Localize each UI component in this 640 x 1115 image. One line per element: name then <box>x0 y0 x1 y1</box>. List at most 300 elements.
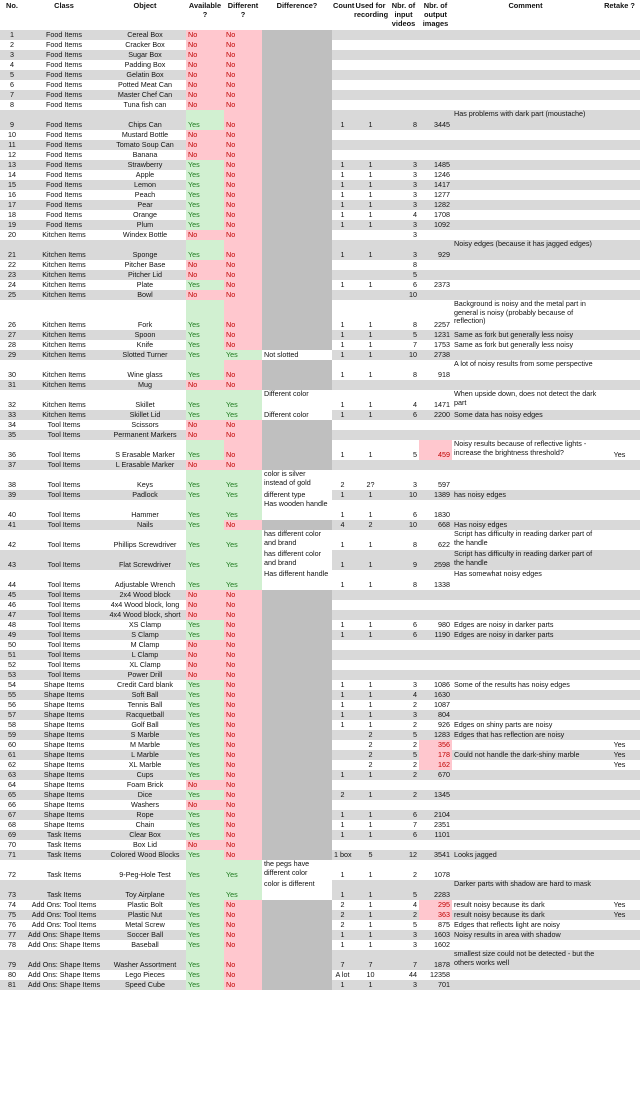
used-for-recording-cell <box>353 90 388 100</box>
comment-cell <box>452 800 599 810</box>
object-cell: Mustard Bottle <box>121 130 169 140</box>
input-videos-cell: 3 <box>413 230 417 240</box>
class-cell: Shape Items <box>43 820 85 830</box>
object-cell: S Erasable Marker <box>115 450 175 460</box>
table-row <box>0 300 640 330</box>
output-images-cell: 1246 <box>434 170 450 180</box>
available-cell: No <box>186 140 224 150</box>
comment-cell <box>452 430 599 440</box>
retake-cell <box>599 500 640 520</box>
available-cell: Yes <box>186 630 224 640</box>
retake-cell <box>599 980 640 990</box>
object-cell: Washer Assortment <box>104 950 186 970</box>
different-cell: No <box>224 80 262 90</box>
comment-cell: smallest size could not be detected - but the others works well <box>452 950 599 970</box>
object-cell: Tennis Ball <box>127 700 163 710</box>
retake-cell <box>599 820 640 830</box>
table-row <box>0 820 640 830</box>
difference-cell <box>262 290 332 300</box>
row-number: 15 <box>0 180 24 190</box>
table-row <box>0 840 640 850</box>
table-row <box>0 670 640 680</box>
row-number: 43 <box>0 550 24 570</box>
output-images-cell: 3541 <box>419 850 452 860</box>
class-cell: Shape Items <box>24 810 104 820</box>
available-cell: Yes <box>186 900 224 910</box>
input-videos-cell: 6 <box>388 810 419 820</box>
table-row <box>0 60 640 70</box>
class-cell: Tool Items <box>24 460 104 470</box>
row-number: 27 <box>0 330 24 340</box>
difference-cell <box>262 80 332 90</box>
available-cell: Yes <box>186 760 224 770</box>
object-cell: Sugar Box <box>104 50 186 60</box>
object-cell: M Clamp <box>130 640 160 650</box>
table-row <box>0 180 640 190</box>
row-number: 38 <box>8 480 16 490</box>
input-videos-cell: 2 <box>388 790 419 800</box>
difference-cell <box>262 230 332 240</box>
comment-cell <box>452 60 599 70</box>
difference-cell <box>262 660 332 670</box>
retake-cell <box>599 680 640 690</box>
count-cell <box>332 650 353 660</box>
row-number: 25 <box>0 290 24 300</box>
input-videos-cell: 3 <box>413 170 417 180</box>
input-videos-cell: 2 <box>413 700 417 710</box>
used-for-recording-cell <box>353 600 388 610</box>
available-cell: Yes <box>186 110 224 130</box>
different-cell: No <box>224 970 262 980</box>
difference-cell <box>262 730 332 740</box>
different-cell: No <box>224 190 262 200</box>
different-cell: No <box>224 710 262 720</box>
used-for-recording-cell: 1 <box>368 620 373 630</box>
count-cell <box>332 150 353 160</box>
output-images-cell <box>419 660 452 670</box>
row-number: 42 <box>8 540 16 550</box>
table-row <box>0 50 640 60</box>
available-cell: No <box>186 50 224 60</box>
output-images-cell <box>419 30 452 40</box>
difference-cell <box>262 300 332 330</box>
count-cell: 1 <box>332 110 353 130</box>
count-cell <box>332 420 353 430</box>
available-cell: Yes <box>186 220 224 230</box>
input-videos-cell: 6 <box>413 510 417 520</box>
class-cell: Food Items <box>24 30 104 40</box>
count-cell <box>332 610 353 620</box>
output-images-cell: 1092 <box>419 220 452 230</box>
retake-cell <box>599 190 640 200</box>
table-row <box>0 780 640 790</box>
table-row <box>0 110 640 130</box>
object-cell: Spoon <box>104 330 186 340</box>
table-row <box>0 770 640 780</box>
comment-cell: Edges are noisy in darker parts <box>454 620 554 630</box>
output-images-cell: 1708 <box>434 210 450 220</box>
output-images-cell: 1087 <box>434 700 450 710</box>
comment-cell: Same as fork but generally less noisy <box>454 340 574 350</box>
count-cell: 1 <box>340 580 345 590</box>
comment-cell: When upside down, does not detect the dark part <box>454 390 597 407</box>
different-cell: Yes <box>224 550 262 570</box>
difference-cell <box>262 380 332 390</box>
comment-cell <box>452 690 599 700</box>
available-cell: Yes <box>186 720 224 730</box>
count-cell <box>332 230 353 240</box>
comment-cell <box>452 470 599 490</box>
available-cell: Yes <box>186 300 224 330</box>
table-row <box>0 470 640 490</box>
available-cell: No <box>186 60 224 70</box>
class-cell: Task Items <box>24 880 104 900</box>
class-cell: Food Items <box>24 220 104 230</box>
difference-cell <box>262 440 332 460</box>
retake-cell <box>599 780 640 790</box>
object-cell: Sponge <box>104 240 186 260</box>
retake-cell <box>599 220 640 230</box>
object-cell: Scissors <box>131 420 159 430</box>
available-cell: No <box>186 420 224 430</box>
object-cell: Tuna fish can <box>123 100 167 110</box>
comment-cell: Darker parts with shadow are hard to mask <box>452 880 599 900</box>
available-cell: No <box>186 100 224 110</box>
difference-cell <box>262 100 332 110</box>
available-cell: Yes <box>186 690 224 700</box>
count-cell: 1 <box>332 410 353 420</box>
available-cell: No <box>186 90 224 100</box>
object-cell: Lego Pieces <box>125 970 165 980</box>
class-cell: Food Items <box>24 180 104 190</box>
output-images-cell: 1277 <box>434 190 450 200</box>
retake-cell <box>599 830 640 840</box>
difference-cell: Different color <box>262 410 332 420</box>
object-cell: Rope <box>104 810 186 820</box>
difference-cell <box>262 800 332 810</box>
row-number: 17 <box>0 200 24 210</box>
used-for-recording-cell: 1 <box>353 880 388 900</box>
used-for-recording-cell <box>353 670 388 680</box>
input-videos-cell: 8 <box>388 110 419 130</box>
object-cell: Plum <box>104 220 186 230</box>
available-cell: No <box>186 70 224 80</box>
available-cell: No <box>186 840 224 850</box>
input-videos-cell <box>388 600 419 610</box>
difference-cell <box>262 190 332 200</box>
comment-cell: Script has difficulty in reading darker part of the handle <box>452 550 599 570</box>
difference-cell <box>262 700 332 710</box>
retake-cell <box>599 840 640 850</box>
count-cell: 1 <box>332 690 353 700</box>
table-row <box>0 40 640 50</box>
output-images-cell <box>419 290 452 300</box>
comment-cell: Has problems with dark part (moustache) <box>452 110 599 130</box>
count-cell <box>332 260 353 270</box>
available-cell: Yes <box>186 330 224 340</box>
input-videos-cell: 2 <box>413 870 417 880</box>
used-for-recording-cell: 1 <box>353 160 388 170</box>
used-for-recording-cell: 1 <box>353 410 388 420</box>
object-cell: Plate <box>136 280 154 290</box>
comment-cell <box>452 740 599 750</box>
difference-cell <box>262 950 332 970</box>
table-row <box>0 920 640 930</box>
used-for-recording-cell <box>353 130 388 140</box>
row-number: 4 <box>10 60 14 70</box>
count-cell <box>332 270 353 280</box>
class-cell: Task Items <box>24 830 104 840</box>
count-cell: 1 <box>340 450 345 460</box>
table-row <box>0 690 640 700</box>
count-cell <box>332 60 353 70</box>
count-cell <box>332 380 353 390</box>
input-videos-cell <box>388 100 419 110</box>
object-cell: 2x4 Wood block <box>104 590 186 600</box>
difference-cell <box>262 900 332 910</box>
used-for-recording-cell: 1 <box>368 720 373 730</box>
count-cell <box>332 90 353 100</box>
retake-cell <box>599 790 640 800</box>
available-cell: Yes <box>186 620 224 630</box>
used-for-recording-cell <box>353 610 388 620</box>
different-cell: No <box>224 430 262 440</box>
output-images-cell: 459 <box>419 440 452 460</box>
count-cell: 2 <box>340 920 345 930</box>
used-for-recording-cell: 1 <box>368 680 373 690</box>
available-cell: Yes <box>186 530 224 550</box>
used-for-recording-cell <box>353 420 388 430</box>
row-number: 70 <box>8 840 16 850</box>
table-row <box>0 380 640 390</box>
used-for-recording-cell <box>353 380 388 390</box>
table-row <box>0 260 640 270</box>
input-videos-cell: 10 <box>388 290 419 300</box>
class-cell: Food Items <box>46 170 82 180</box>
class-cell: Tool Items <box>47 420 81 430</box>
different-cell: No <box>224 50 262 60</box>
retake-cell <box>599 940 640 950</box>
input-videos-cell: 2 <box>413 720 417 730</box>
class-cell: Tool Items <box>47 600 81 610</box>
different-cell: No <box>224 930 262 940</box>
retake-cell <box>599 640 640 650</box>
different-cell: No <box>224 740 262 750</box>
class-cell: Kitchen Items <box>24 240 104 260</box>
different-cell: No <box>224 130 262 140</box>
count-cell: 1 <box>332 160 353 170</box>
available-cell: No <box>186 590 224 600</box>
used-for-recording-cell: 1 <box>353 980 388 990</box>
input-videos-cell <box>388 30 419 40</box>
output-images-cell: 363 <box>419 910 452 920</box>
output-images-cell <box>419 60 452 70</box>
different-cell: No <box>224 380 262 390</box>
count-cell: 1 <box>340 340 345 350</box>
comment-cell <box>452 790 599 800</box>
row-number: 28 <box>8 340 16 350</box>
available-cell: Yes <box>186 880 224 900</box>
table-row <box>0 680 640 690</box>
retake-cell <box>599 810 640 820</box>
object-cell: Box Lid <box>133 840 157 850</box>
difference-cell <box>262 70 332 80</box>
class-cell: Food Items <box>24 200 104 210</box>
difference-cell <box>262 720 332 730</box>
used-for-recording-cell <box>353 30 388 40</box>
available-cell: Yes <box>186 200 224 210</box>
different-cell: No <box>224 950 262 970</box>
object-cell: 9-Peg-Hole Test <box>119 870 171 880</box>
retake-cell <box>599 490 640 500</box>
table-row <box>0 30 640 40</box>
retake-cell <box>599 460 640 470</box>
row-number: 53 <box>0 670 24 680</box>
different-cell: No <box>224 910 262 920</box>
comment-cell <box>452 780 599 790</box>
object-cell: Permanent Markers <box>104 430 186 440</box>
class-cell: Add Ons: Shape Items <box>24 930 104 940</box>
class-cell: Food Items <box>46 40 82 50</box>
available-cell: No <box>186 430 224 440</box>
retake-cell <box>599 420 640 430</box>
comment-cell <box>452 830 599 840</box>
table-row <box>0 500 640 520</box>
retake-cell <box>599 710 640 720</box>
difference-cell <box>262 740 332 750</box>
object-cell: Banana <box>132 150 158 160</box>
count-cell <box>332 600 353 610</box>
available-cell: Yes <box>186 500 224 520</box>
input-videos-cell: 5 <box>388 330 419 340</box>
header-no: No. <box>6 1 18 10</box>
input-videos-cell: 2 <box>388 770 419 780</box>
row-number: 50 <box>8 640 16 650</box>
input-videos-cell <box>388 40 419 50</box>
row-number: 23 <box>0 270 24 280</box>
table-row <box>0 850 640 860</box>
used-for-recording-cell <box>353 230 388 240</box>
row-number: 1 <box>0 30 24 40</box>
row-number: 62 <box>8 760 16 770</box>
used-for-recording-cell <box>353 800 388 810</box>
count-cell: 1 <box>332 630 353 640</box>
available-cell: Yes <box>186 770 224 780</box>
object-cell: Toy Airplane <box>104 880 186 900</box>
input-videos-cell: 3 <box>388 160 419 170</box>
output-images-cell: 1086 <box>434 680 450 690</box>
object-cell: Chips Can <box>104 110 186 130</box>
retake-cell <box>599 170 640 180</box>
table-row <box>0 350 640 360</box>
row-number: 80 <box>8 970 16 980</box>
table-row <box>0 790 640 800</box>
different-cell: Yes <box>224 500 262 520</box>
retake-cell <box>599 930 640 940</box>
row-number: 66 <box>8 800 16 810</box>
different-cell: No <box>224 240 262 260</box>
retake-cell <box>599 240 640 260</box>
table-row <box>0 930 640 940</box>
used-for-recording-cell <box>353 40 388 50</box>
retake-cell <box>599 210 640 220</box>
different-cell: No <box>224 750 262 760</box>
different-cell: Yes <box>224 410 262 420</box>
comment-cell: Background is noisy and the metal part in general is noisy (probably because of reflection) <box>454 300 586 326</box>
retake-cell <box>599 530 640 550</box>
input-videos-cell <box>388 50 419 60</box>
difference-cell <box>262 260 332 270</box>
different-cell: No <box>224 720 262 730</box>
comment-cell: Some of the results has noisy edges <box>454 680 570 690</box>
object-cell: L Clamp <box>104 650 186 660</box>
object-cell: Mug <box>104 380 186 390</box>
row-number: 40 <box>8 510 16 520</box>
different-cell: No <box>224 290 262 300</box>
table-row <box>0 340 640 350</box>
row-number: 54 <box>8 680 16 690</box>
count-cell: 7 <box>332 950 353 970</box>
input-videos-cell: 6 <box>388 830 419 840</box>
output-images-cell <box>419 270 452 280</box>
count-cell: 1 <box>340 280 345 290</box>
row-number: 21 <box>0 240 24 260</box>
available-cell: Yes <box>186 910 224 920</box>
class-cell: Task Items <box>46 870 82 880</box>
output-images-cell: 2351 <box>434 820 450 830</box>
used-for-recording-cell: 2 <box>353 520 388 530</box>
difference-cell <box>262 930 332 940</box>
used-for-recording-cell: 1 <box>368 920 373 930</box>
used-for-recording-cell: 1 <box>368 510 373 520</box>
available-cell: Yes <box>186 790 224 800</box>
output-images-cell: 1389 <box>419 490 452 500</box>
row-number: 76 <box>8 920 16 930</box>
count-cell: 1 <box>340 700 345 710</box>
class-cell: Shape Items <box>43 700 85 710</box>
comment-cell: Noisy results because of reflective lights - increase the brightness threshold? <box>454 440 587 457</box>
comment-cell <box>452 220 599 230</box>
available-cell: Yes <box>186 710 224 720</box>
used-for-recording-cell: 2? <box>366 480 375 490</box>
class-cell: Food Items <box>46 190 82 200</box>
available-cell: Yes <box>186 240 224 260</box>
row-number: 72 <box>8 870 16 880</box>
object-cell: S Marble <box>104 730 186 740</box>
object-cell: Skillet <box>135 400 155 410</box>
input-videos-cell <box>388 670 419 680</box>
retake-cell <box>599 130 640 140</box>
available-cell: Yes <box>186 850 224 860</box>
retake-cell <box>599 90 640 100</box>
used-for-recording-cell: 1 <box>368 580 373 590</box>
available-cell: Yes <box>186 810 224 820</box>
different-cell: No <box>224 610 262 620</box>
output-images-cell: 1282 <box>419 200 452 210</box>
used-for-recording-cell: 1 <box>353 180 388 190</box>
class-cell: Shape Items <box>24 730 104 740</box>
available-cell: No <box>186 610 224 620</box>
class-cell: Food Items <box>46 210 82 220</box>
comment-cell <box>452 230 599 240</box>
count-cell: 1 <box>332 490 353 500</box>
different-cell: No <box>224 160 262 170</box>
input-videos-cell <box>388 590 419 600</box>
class-cell: Food Items <box>24 50 104 60</box>
available-cell: Yes <box>186 350 224 360</box>
comment-cell <box>452 660 599 670</box>
count-cell: 4 <box>332 520 353 530</box>
